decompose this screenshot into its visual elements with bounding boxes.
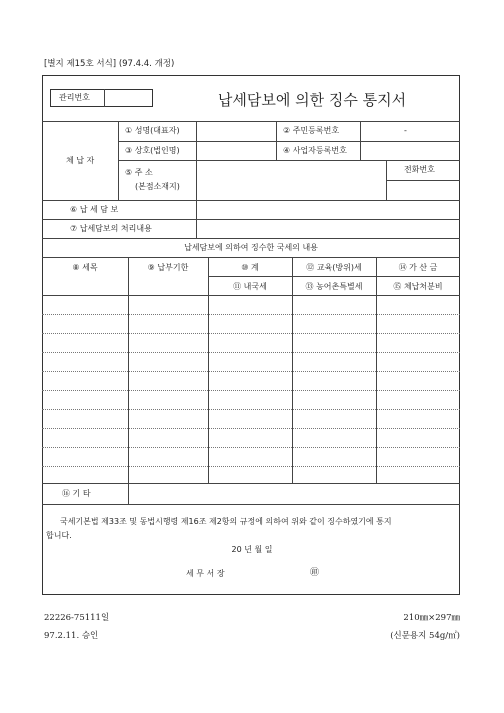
form-title: 납세담보에 의한 징수 통지서 [217, 91, 407, 109]
trade-name-field[interactable] [197, 142, 275, 159]
footer-paper: (신문용지 54g/㎡) [390, 631, 460, 641]
name-field[interactable] [197, 122, 275, 140]
tax-section-label: 납세담보에 의하여 징수한 국세의 내용 [184, 243, 318, 252]
business-no-field[interactable] [361, 142, 459, 159]
trade-name-label: ③ 상호(법인명) [125, 146, 180, 155]
collateral-label: ⑥ 납 세 담 보 [70, 205, 119, 214]
mgmt-number-label: 관리번호 [59, 93, 90, 102]
notice-text-line1: 국세기본법 제33조 및 동법시행령 제16조 제2항의 규정에 의하여 위와 같이 징수하였기에 통지 [60, 517, 392, 526]
col-due-date: ⑨ 납부기한 [147, 263, 189, 272]
col-domestic-tax: ⑪ 내국세 [233, 282, 267, 291]
address-label: ⑤ 주 소 [125, 168, 153, 177]
col-education-tax: ⑫ 교육(방위)세 [306, 263, 362, 272]
col-total: ⑩ 계 [241, 263, 259, 272]
address-sublabel: (본점소재지) [135, 182, 180, 191]
col-disposition-cost: ⑮ 체납처분비 [393, 282, 443, 291]
taxpayer-section-label: 체 납 자 [66, 156, 95, 165]
disposal-label: ⑦ 납세담보의 처리내용 [70, 224, 152, 233]
col-penalty: ⑭ 가 산 금 [398, 263, 438, 272]
footer-size: 210㎜×297㎜ [403, 613, 460, 623]
resident-no-label: ② 주민등록번호 [283, 126, 340, 135]
collateral-field[interactable] [197, 201, 459, 218]
notice-text-line2: 합니다. [46, 531, 72, 540]
footer-approval: 97.2.11. 승인 [44, 631, 99, 641]
col-tax-item: ⑧ 세목 [72, 263, 98, 272]
phone-field[interactable] [387, 181, 459, 199]
phone-label: 전화번호 [404, 165, 435, 174]
seal-mark: ㊞ [310, 568, 320, 578]
name-label: ① 성명(대표자) [125, 126, 180, 135]
other-label: ⑯ 기 타 [62, 489, 91, 498]
form-header-label: [별지 제15호 서식] (97.4.4. 개정) [44, 59, 175, 69]
business-no-label: ④ 사업자등록번호 [283, 146, 347, 155]
other-field[interactable] [129, 484, 459, 503]
mgmt-number-field[interactable] [105, 90, 152, 106]
address-field[interactable] [197, 161, 385, 199]
date-line: 20 년 월 일 [231, 545, 273, 554]
disposal-field[interactable] [197, 220, 459, 237]
resident-no-value[interactable]: - [404, 126, 407, 135]
tax-office-label: 세 무 서 장 [186, 569, 225, 578]
footer-code: 22226-75111일 [44, 613, 110, 623]
col-rural-tax: ⑬ 농어촌특별세 [305, 282, 363, 291]
